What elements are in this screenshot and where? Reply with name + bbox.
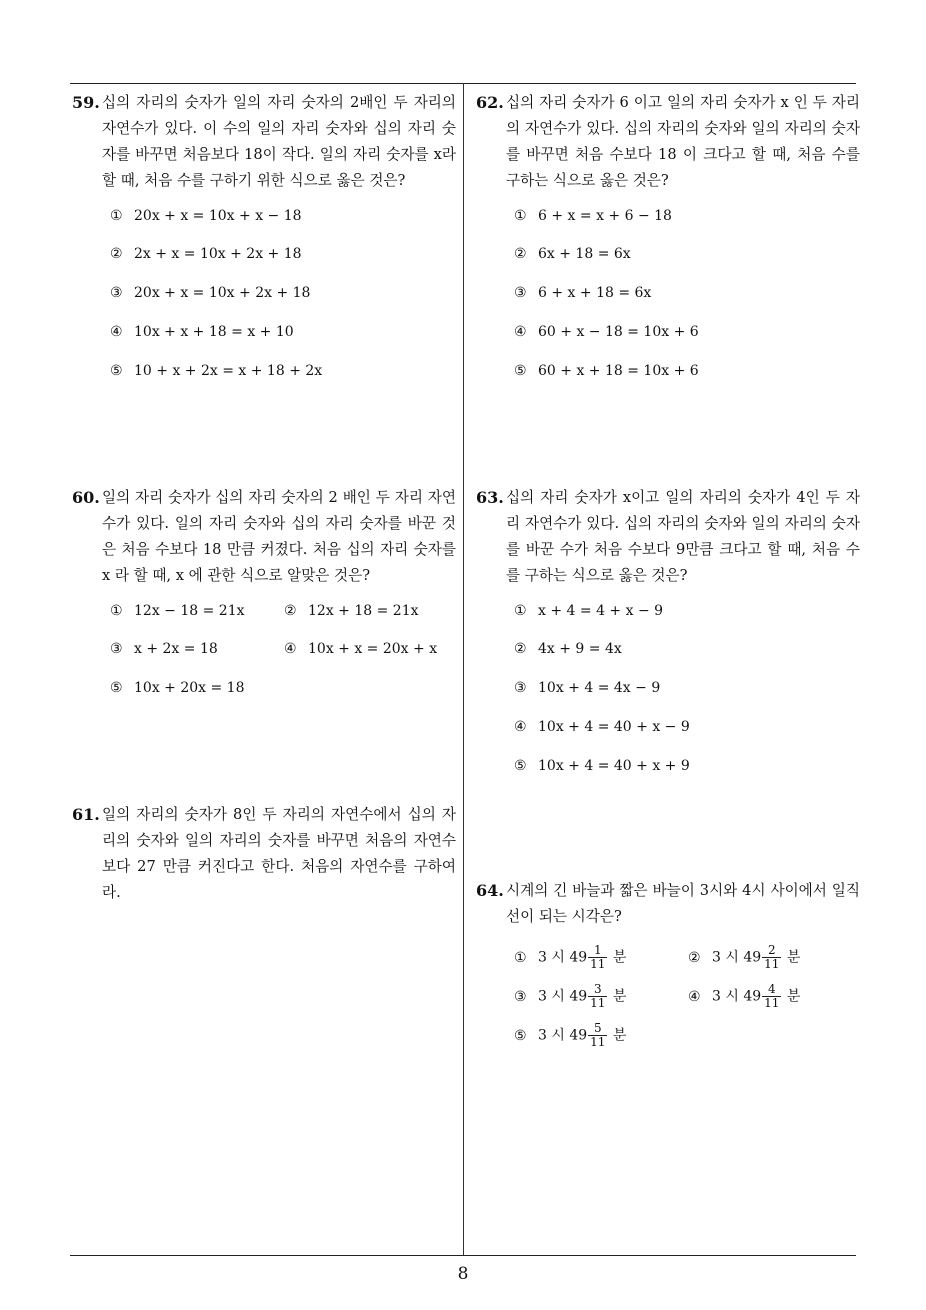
problem-text: 십의 자리 숫자가 x이고 일의 자리의 숫자가 4인 두 자리 자연수가 있다. 십의 자리의 숫자와 일의 자리의 숫자를 바꾼 수가 처음 수보다 9만큼 크다고 할 때, 처음 수를 구하는 식으로 옳은 것은? [506,489,860,584]
fraction: $\frac{1}{11}$ [590,943,606,971]
choice-4[interactable]: ④ 60 + x − 18 = 10x + 6 [514,324,699,340]
choice-3[interactable]: ③ 3 시 49 $\frac{3}{11}$ 분 [514,982,627,1010]
page-number: 8 [457,1264,469,1284]
problem-number: 61. [72,805,100,824]
fraction: $\frac{5}{11}$ [590,1021,606,1049]
choice-1[interactable]: ① 12x − 18 = 21x [110,603,245,619]
problem-63 [476,485,860,773]
choice-1[interactable]: ① 3 시 49 $\frac{1}{11}$ 분 [514,943,627,971]
problem-number: 63. [476,488,504,507]
choice-3[interactable]: ③ 10x + 4 = 4x − 9 [514,680,661,696]
problem-59 [72,90,456,378]
choice-3[interactable]: ③ 20x + x = 10x + 2x + 18 [110,285,311,301]
choice-2[interactable]: ② 6x + 18 = 6x [514,246,631,262]
choice-5[interactable]: ⑤ 10x + 4 = 40 + x + 9 [514,758,690,774]
choice-5[interactable]: ⑤ 10 + x + 2x = x + 18 + 2x [110,363,323,379]
choice-1[interactable]: ① 6 + x = x + 6 − 18 [514,208,672,224]
fraction: $\frac{3}{11}$ [590,982,606,1010]
problem-number: 60. [72,488,100,507]
problem-60 [72,485,456,703]
choice-4[interactable]: ④ 10x + 4 = 40 + x − 9 [514,719,690,735]
problem-62 [476,90,860,378]
problem-text: 십의 자리 숫자가 6 이고 일의 자리 숫자가 x 인 두 자리의 자연수가 있다. 십의 자리의 숫자와 일의 자리의 숫자를 바꾸면 처음 수보다 18 이 크다고 할 때, 처음 수를 구하는 식으로 옳은 것은? [506,94,860,189]
problem-64 [476,878,860,1064]
choice-1[interactable]: ① x + 4 = 4 + x − 9 [514,603,664,619]
choice-5[interactable]: ⑤ 3 시 49 $\frac{5}{11}$ 분 [514,1021,627,1049]
column-divider [463,83,464,1255]
choice-1[interactable]: ① 20x + x = 10x + x − 18 [110,208,302,224]
problem-text: 십의 자리의 숫자가 일의 자리 숫자의 2배인 두 자리의 자연수가 있다. 이 수의 일의 자리 숫자와 십의 자리 숫자를 바꾸면 처음보다 18이 작다. 일의 자리 숫자를 x라 할 때, 처음 수를 구하기 위한 식으로 옳은 것은? [102,94,456,189]
problem-text: 일의 자리의 숫자가 8인 두 자리의 자연수에서 십의 자리의 숫자와 일의 자리의 숫자를 바꾸면 처음의 자연수보다 27 만큼 커진다고 한다. 처음의 자연수를 구하여라. [102,806,456,901]
choice-3[interactable]: ③ x + 2x = 18 [110,641,218,657]
choice-4[interactable]: ④ 10x + x = 20x + x [284,641,438,657]
fraction: $\frac{2}{11}$ [764,943,780,971]
fraction: $\frac{4}{11}$ [764,982,780,1010]
problem-61 [72,802,456,906]
choice-4[interactable]: ④ 3 시 49 $\frac{4}{11}$ 분 [688,982,801,1010]
problem-text: 일의 자리 숫자가 십의 자리 숫자의 2 배인 두 자리 자연수가 있다. 일의 자리 숫자와 십의 자리 숫자를 바꾼 것은 처음 수보다 18 만큼 커졌다. 처음 십의 자리 숫자를 x 라 할 때, x 에 관한 식으로 알맞은 것은? [102,489,456,584]
problem-text: 시계의 긴 바늘과 짧은 바늘이 3시와 4시 사이에서 일직선이 되는 시각은? [506,882,860,925]
problem-number: 59. [72,93,100,112]
choice-2[interactable]: ② 12x + 18 = 21x [284,603,419,619]
choice-2[interactable]: ② 3 시 49 $\frac{2}{11}$ 분 [688,943,801,971]
bottom-rule [70,1255,856,1256]
choice-5[interactable]: ⑤ 10x + 20x = 18 [110,680,245,696]
problem-number: 64. [476,881,504,900]
choice-5[interactable]: ⑤ 60 + x + 18 = 10x + 6 [514,363,699,379]
problem-number: 62. [476,93,504,112]
choice-2[interactable]: ② 4x + 9 = 4x [514,641,622,657]
choice-4[interactable]: ④ 10x + x + 18 = x + 10 [110,324,294,340]
choice-3[interactable]: ③ 6 + x + 18 = 6x [514,285,652,301]
choice-2[interactable]: ② 2x + x = 10x + 2x + 18 [110,246,302,262]
